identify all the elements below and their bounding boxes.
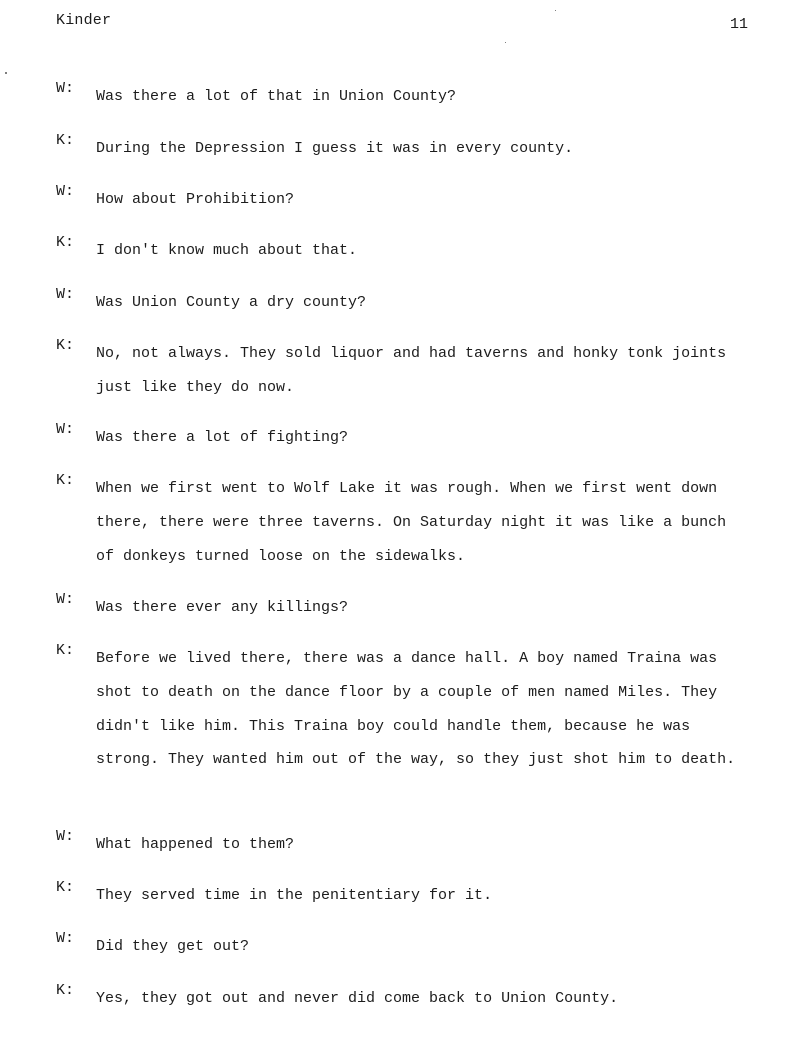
scan-speck bbox=[505, 42, 506, 43]
speaker-label: K: bbox=[56, 642, 75, 659]
entry-text: During the Depression I guess it was in every county. bbox=[96, 140, 574, 157]
scan-speck bbox=[5, 72, 7, 74]
entry-text: Did they get out? bbox=[96, 938, 250, 955]
entry-text: What happened to them? bbox=[96, 836, 295, 853]
entry-text: Before we lived there, there was a dance hall. A boy named Traina was shot to death on the dance floor by a couple of men named Miles. They didn't like him. This Traina boy could handle them, because he was strong. They wanted him out of the way, so they just shot him to death. bbox=[96, 650, 736, 769]
entry-text: They served time in the penitentiary for it. bbox=[96, 887, 493, 904]
speaker-label: W: bbox=[56, 930, 75, 947]
speaker-label: K: bbox=[56, 472, 75, 489]
speaker-label: K: bbox=[56, 234, 75, 251]
entry-text: Yes, they got out and never did come back to Union County. bbox=[96, 990, 619, 1007]
speaker-label: W: bbox=[56, 80, 75, 97]
entry-text: Was there a lot of that in Union County? bbox=[96, 88, 457, 105]
speaker-label: W: bbox=[56, 591, 75, 608]
entry-text: No, not always. They sold liquor and had taverns and honky tonk joints just like they do now. bbox=[96, 345, 727, 396]
speaker-label: W: bbox=[56, 421, 75, 438]
speaker-label: K: bbox=[56, 982, 75, 999]
entry-text: How about Prohibition? bbox=[96, 191, 295, 208]
entry-text: Was there a lot of fighting? bbox=[96, 429, 349, 446]
entry-text: Was there ever any killings? bbox=[96, 599, 349, 616]
speaker-label: W: bbox=[56, 828, 75, 845]
speaker-label: K: bbox=[56, 132, 75, 149]
speaker-label: W: bbox=[56, 183, 75, 200]
entry-text: I don't know much about that. bbox=[96, 242, 358, 259]
entry-text: When we first went to Wolf Lake it was rough. When we first went down there, there were three taverns. On Saturday night it was like a bunch of donkeys turned loose on the sidewalks. bbox=[96, 480, 727, 565]
entry-text: Was Union County a dry county? bbox=[96, 294, 367, 311]
page-number: 11 bbox=[730, 16, 749, 33]
speaker-label: K: bbox=[56, 337, 75, 354]
speaker-label: W: bbox=[56, 286, 75, 303]
speaker-label: K: bbox=[56, 879, 75, 896]
header-interviewee-name: Kinder bbox=[56, 12, 112, 29]
scan-speck bbox=[555, 10, 556, 11]
